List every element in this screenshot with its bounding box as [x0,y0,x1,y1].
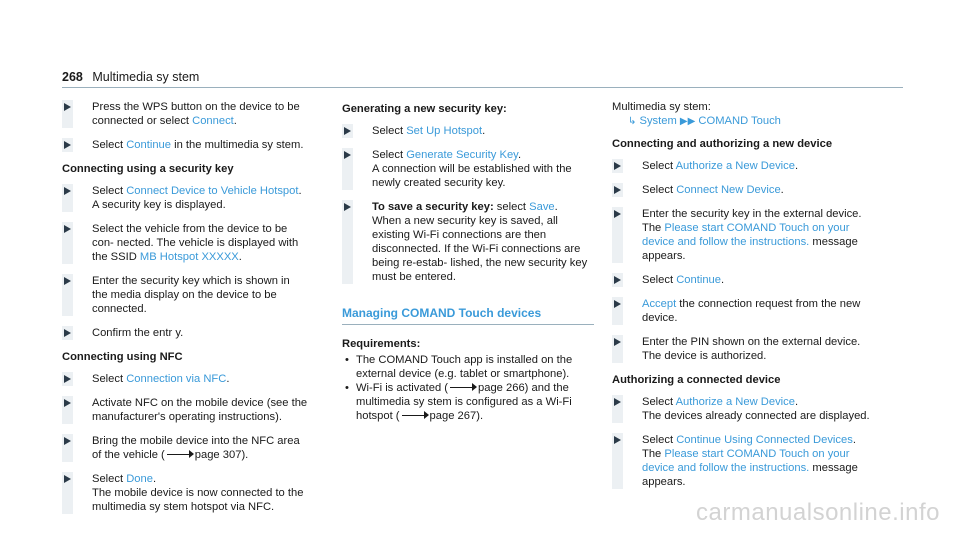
menu-item-highlight: Continue [126,139,171,151]
step-text: message appears. [642,462,858,488]
step-arrow-icon [64,437,71,445]
subheading-generate-key: Generating a new security key: [342,103,507,115]
step-arrow-icon [64,225,71,233]
instruction-step [62,274,308,316]
instruction-step [612,335,874,363]
step-bold-label: To save a security key: [372,201,494,213]
menu-item-highlight: Please start COMAND Touch on your device and follow the instructions. [642,448,850,474]
subheading-security-key: Connecting using a security key [62,163,234,175]
step-arrow-icon [64,277,71,285]
path-separator-icon: ▶▶ [679,116,696,127]
step-arrow-icon [64,375,71,383]
step-text: select [493,201,530,213]
step-text: . [298,185,302,197]
page-ref-arrow-icon [450,380,476,388]
step-text: Select [92,373,127,385]
step-arrow-icon [344,151,351,159]
step-arrow-icon [614,276,621,284]
requirement-item: • The COMAND Touch app is installed on the external device (e.g. tablet or smartphone). [342,353,594,381]
step-text: . [238,251,242,263]
step-text: . [226,373,230,385]
menu-item-highlight: Save [529,201,555,213]
step-bar [342,200,353,284]
step-text: The device is authorized. [642,350,767,362]
step-text: The [642,448,665,460]
step-text: Select [372,149,407,161]
column-1 [62,100,308,524]
menu-item-highlight: Authorize a New Device [675,160,795,172]
step-text: Enter the security key in the external device. [642,208,862,220]
step-text: . [482,125,486,137]
instruction-step [612,273,874,287]
subheading-connect-authorize: Connecting and authorizing a new device [612,138,833,150]
step-text: Confirm the entr y. [92,327,184,339]
instruction-step [612,207,874,263]
step-arrow-icon [64,141,71,149]
instruction-step [612,183,874,197]
page-ref-arrow-icon [167,447,193,455]
step-arrow-icon [614,436,621,444]
step-text: . [517,149,522,161]
step-text: When a new security key is saved, all existing Wi-Fi connections are then disconnected. If the Wi-Fi connections are being re-estab- lished, the new security key must be entered. [372,215,588,283]
instruction-step [62,100,308,128]
step-text: A connection will be established with the newly created security key. [372,163,572,189]
step-text: . [152,473,157,485]
step-text: . [794,160,799,172]
step-text: Select [642,160,676,172]
step-arrow-icon [614,186,621,194]
menu-item-highlight: Continue [676,274,721,286]
menu-item-highlight: MB Hotspot XXXXX [139,251,239,263]
watermark: carmanualsonline.info [696,499,940,526]
subheading-nfc: Connecting using NFC [62,351,183,363]
menu-item-highlight: Continue Using Connected Devices [676,434,853,446]
step-text: The [642,222,665,234]
step-arrow-icon [614,398,621,406]
requirement-item: • Wi-Fi is activated ( page 266) and the multimedia sy stem is configured as a Wi-Fi hotspot ( page 267). [342,381,594,423]
page-header [62,70,199,84]
path-item-system: System [639,115,677,127]
step-text: Select [92,185,127,197]
instruction-step [612,297,874,325]
step-text: message appears. [642,236,858,262]
step-arrow-icon [344,203,351,211]
menu-item-highlight: Connect Device to Vehicle Hotspot [126,185,299,197]
menu-item-highlight: Connect New Device [676,184,781,196]
step-text: A security key is displayed. [92,199,226,211]
menu-path-intro: Multimedia sy stem: [612,101,711,113]
menu-item-highlight: Connect [192,115,234,127]
step-text: . [794,396,799,408]
step-text: . [233,115,237,127]
step-text: The mobile device is now connected to the multimedia sy stem hotspot via NFC. [92,487,304,513]
step-text: Select [642,434,677,446]
header-divider [62,87,903,88]
menu-item-highlight: Done [126,473,153,485]
path-return-icon: ↳ [628,116,637,127]
requirements-title: Requirements: [342,338,421,350]
section-heading-comand: Managing COMAND Touch devices [342,306,594,325]
page-ref-link[interactable]: page 267 [429,410,477,422]
instruction-step [62,138,308,152]
step-text: Press the WPS button on the device to be connected or select [92,101,300,127]
instruction-step [62,472,308,514]
menu-item-highlight: Set Up Hotspot [406,125,483,137]
menu-item-highlight: Authorize a New Device [675,396,795,408]
step-text: Bring the mobile device into the NFC area of the vehicle ( [92,435,300,461]
step-text: The devices already connected are displayed. [642,410,870,422]
step-arrow-icon [64,399,71,407]
step-text: the connection request from the new device. [642,298,861,324]
page-ref-arrow-icon [402,408,428,416]
step-text: Select [372,125,407,137]
step-text: Select [92,139,127,151]
page-header-title: Multimedia sy stem [92,70,200,84]
menu-path [612,114,874,129]
menu-item-highlight: Accept [642,298,677,310]
instruction-step [62,434,308,462]
step-arrow-icon [64,475,71,483]
instruction-step [62,326,308,340]
step-text: Select [642,184,677,196]
step-text: Select [642,274,677,286]
step-text: Select [92,473,127,485]
path-item-comand-touch: COMAND Touch [698,115,781,127]
instruction-step [612,159,874,173]
step-text: . [721,274,725,286]
step-text: Enter the security key which is shown in the media display on the device to be connected. [92,275,290,315]
page-number: 268 [62,70,83,84]
step-arrow-icon [614,338,621,346]
page-ref-link[interactable]: page 266 [478,382,525,394]
menu-item-highlight: Please start COMAND Touch on your device and follow the instructions. [642,222,850,248]
menu-item-highlight: Connection via NFC [126,373,227,385]
step-text: . [780,184,784,196]
subheading-authorize-connected: Authorizing a connected device [612,374,781,386]
page-ref-link[interactable]: page 307 [194,449,242,461]
column-3 [612,100,874,499]
instruction-step [62,184,308,212]
instruction-step [62,396,308,424]
instruction-step [342,148,594,190]
step-arrow-icon [64,103,71,111]
instruction-step [342,124,594,138]
step-arrow-icon [344,127,351,135]
instruction-step [342,200,594,284]
step-text: Activate NFC on the mobile device (see the manufacturer's operating instructions). [92,397,308,423]
step-text: . [852,434,856,446]
step-text: Select [642,396,676,408]
menu-item-highlight: Generate Security Key [406,149,518,161]
step-arrow-icon [614,210,621,218]
step-arrow-icon [614,162,621,170]
instruction-step [62,222,308,264]
step-arrow-icon [614,300,621,308]
step-arrow-icon [64,187,71,195]
instruction-step [612,395,874,423]
step-text: Enter the PIN shown on the external device. [642,336,861,348]
step-text: . [554,201,558,213]
step-text: Select the vehicle from the device to be con- nected. The vehicle is displayed with the SSID [92,223,299,263]
column-2 [342,100,594,423]
instruction-step [62,372,308,386]
step-text: in the multimedia sy stem. [171,139,304,151]
instruction-step [612,433,874,489]
step-text: ). [241,449,249,461]
step-arrow-icon [64,329,71,337]
